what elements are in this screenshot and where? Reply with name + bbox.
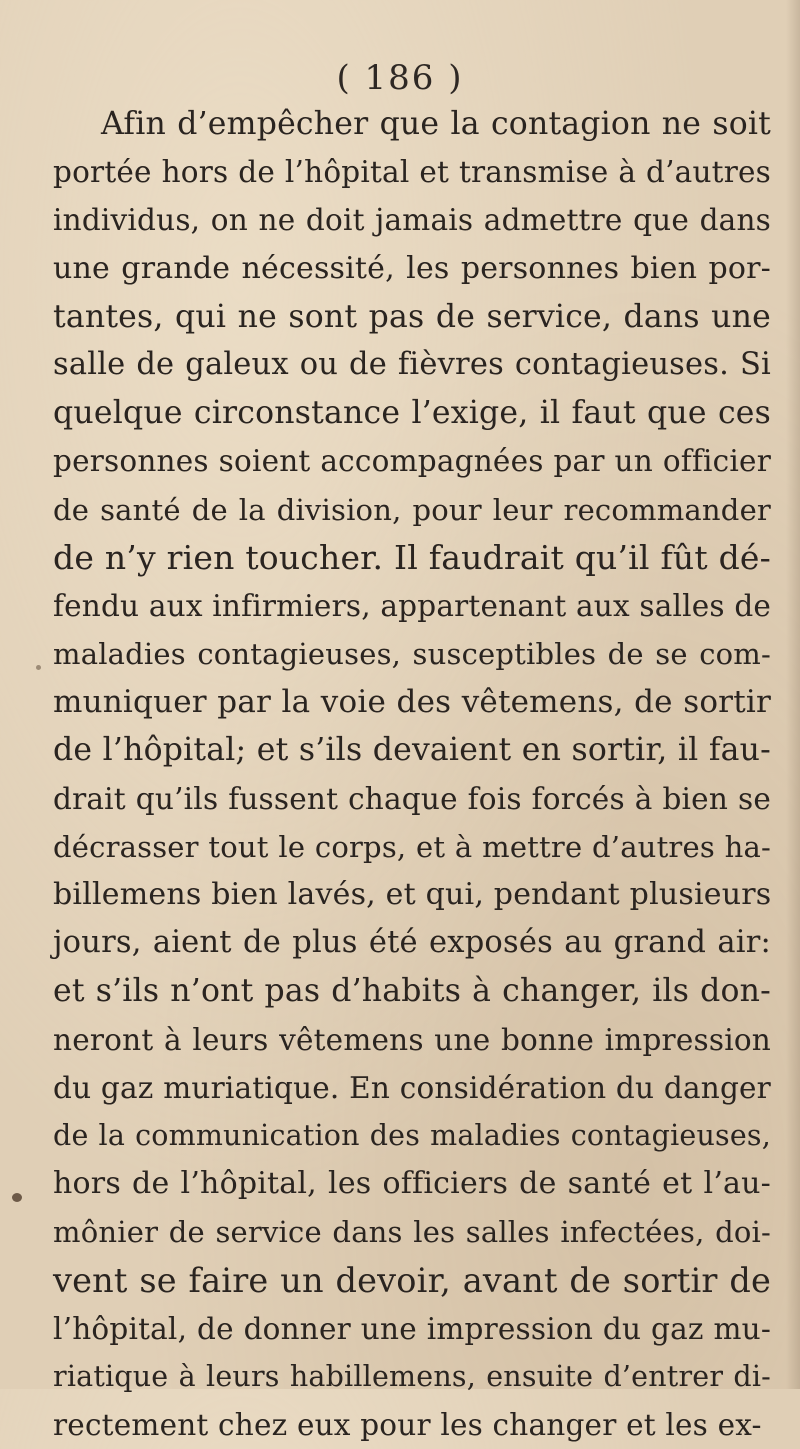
text-line: et s’ils n’ont pas d’habits à changer, ils don- xyxy=(53,973,771,1010)
text-line: de n’y rien toucher. Il faudrait qu’il fût dé- xyxy=(53,537,771,577)
text-line: salle de galeux ou de fièvres contagieuses. Si xyxy=(53,346,771,382)
text-line: hors de l’hôpital, les officiers de santé et l’au- xyxy=(53,1166,771,1202)
paper-speck xyxy=(36,665,41,670)
text-line: de l’hôpital; et s’ils devaient en sortir, il fau- xyxy=(53,732,771,769)
text-line: drait qu’ils fussent chaque fois forcés à bien se xyxy=(53,781,771,816)
text-line: riatique à leurs habillemens, ensuite d’entrer di- xyxy=(53,1359,771,1393)
text-line: de santé de la division, pour leur recommander xyxy=(53,492,771,527)
text-line: vent se faire un devoir, avant de sortir de xyxy=(53,1260,771,1300)
text-line: personnes soient accompagnées par un officier xyxy=(53,444,771,479)
text-line: neront à leurs vêtemens une bonne impression xyxy=(53,1022,771,1057)
text-line: Afin d’empêcher que la contagion ne soit xyxy=(101,106,771,142)
text-line: de la communication des maladies contagieuses, xyxy=(53,1118,771,1152)
text-line: muniquer par la voie des vêtemens, de sortir xyxy=(53,684,771,721)
text-line: portée hors de l’hôpital et transmise à d’autres xyxy=(53,155,771,190)
text-line: fendu aux infirmiers, appartenant aux salles de xyxy=(53,588,772,623)
text-line: décrasser tout le corps, et à mettre d’autres ha- xyxy=(53,829,771,864)
text-line: du gaz muriatique. En considération du danger xyxy=(53,1070,771,1105)
text-line: mônier de service dans les salles infectées, doi- xyxy=(53,1215,771,1250)
text-line: tantes, qui ne sont pas de service, dans une xyxy=(53,298,771,335)
text-line: l’hôpital, de donner une impression du gaz mu- xyxy=(53,1311,771,1346)
page-edge-shadow xyxy=(786,0,800,1389)
text-line: jours, aient de plus été exposés au grand air: xyxy=(53,925,771,961)
page-number: ( 186 ) xyxy=(336,58,464,98)
text-line: maladies contagieuses, susceptibles de se com- xyxy=(53,637,771,672)
text-line: billemens bien lavés, et qui, pendant plusieurs xyxy=(53,877,772,912)
body-text xyxy=(53,100,771,1449)
text-line: individus, on ne doit jamais admettre que dans xyxy=(53,203,771,238)
text-line: quelque circonstance l’exige, il faut que ces xyxy=(53,395,771,432)
text-line: rectement chez eux pour les changer et les ex- xyxy=(53,1408,762,1443)
paper-speck xyxy=(12,1193,22,1202)
text-line: une grande nécessité, les personnes bien por- xyxy=(53,250,771,286)
